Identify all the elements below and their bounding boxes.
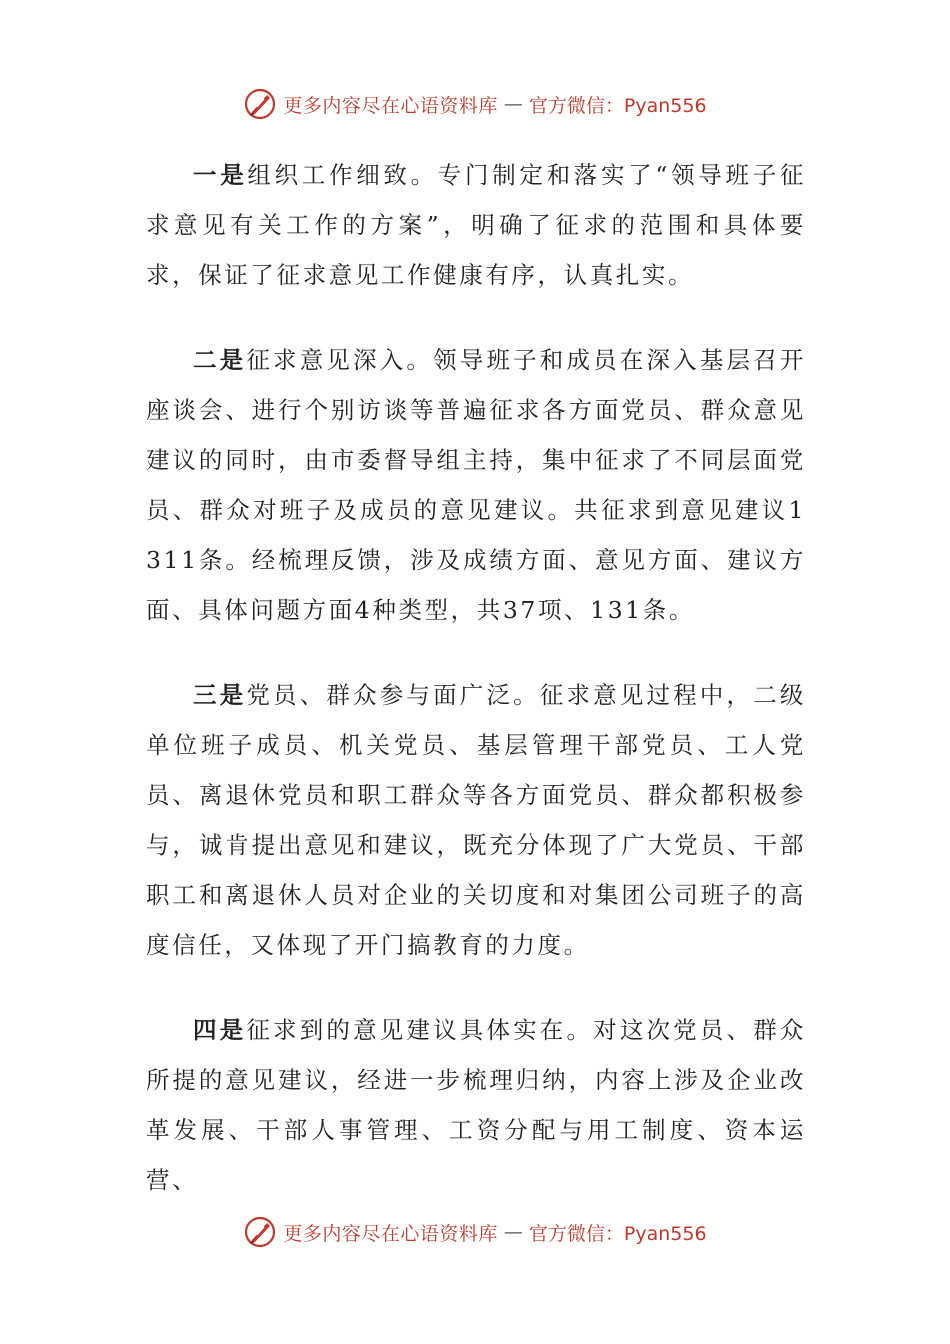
paragraph-lead: 一是 (193, 161, 248, 189)
paragraph-4 (146, 1005, 806, 1205)
paragraph-1 (146, 150, 806, 300)
paragraph-text: 征求到的意见建议具体实在。对这次党员、群众所提的意见建议，经进一步梳理归纳，内容上涉及企业改革发展、干部人事管理、工资分配与用工制度、资本运营、 (146, 1016, 806, 1194)
quill-logo-icon (243, 87, 277, 121)
document-body (146, 150, 806, 1240)
paragraph-3 (146, 670, 806, 970)
banner-wechat-text: 官方微信：Pyan556 (528, 94, 707, 117)
banner-wechat-text: 官方微信：Pyan556 (528, 1222, 707, 1245)
paragraph-text: 征求意见深入。领导班子和成员在深入基层召开座谈会、进行个别访谈等普遍征求各方面党员、群众意见建议的同时，由市委督导组主持，集中征求了不同层面党员、群众对班子及成员的意见建议。共征求到意见建议1311条。经梳理反馈，涉及成绩方面、意见方面、建议方面、具体问题方面4种类型，共37项、131条。 (146, 346, 806, 624)
paragraph-text: 组织工作细致。专门制定和落实了“领导班子征求意见有关工作的方案”，明确了征求的范围和具体要求，保证了征求意见工作健康有序，认真扎实。 (146, 161, 806, 289)
header-banner (0, 84, 950, 124)
banner-brand-text: 更多内容尽在心语资料库 (283, 94, 498, 117)
banner-separator: — (503, 93, 523, 115)
quill-logo-icon (243, 1215, 277, 1249)
banner-separator: — (503, 1221, 523, 1243)
banner-brand-text: 更多内容尽在心语资料库 (283, 1222, 498, 1245)
paragraph-lead: 二是 (193, 346, 247, 374)
paragraph-text: 党员、群众参与面广泛。征求意见过程中，二级单位班子成员、机关党员、基层管理干部党员、工人党员、离退休党员和职工群众等各方面党员、群众都积极参与，诚肯提出意见和建议，既充分体现了广大党员、干部职工和离退休人员对企业的关切度和对集团公司班子的高度信任，又体现了开门搞教育的力度。 (146, 681, 806, 959)
paragraph-2 (146, 335, 806, 635)
footer-banner (0, 1212, 950, 1252)
paragraph-lead: 四是 (193, 1016, 247, 1044)
paragraph-lead: 三是 (193, 681, 247, 709)
